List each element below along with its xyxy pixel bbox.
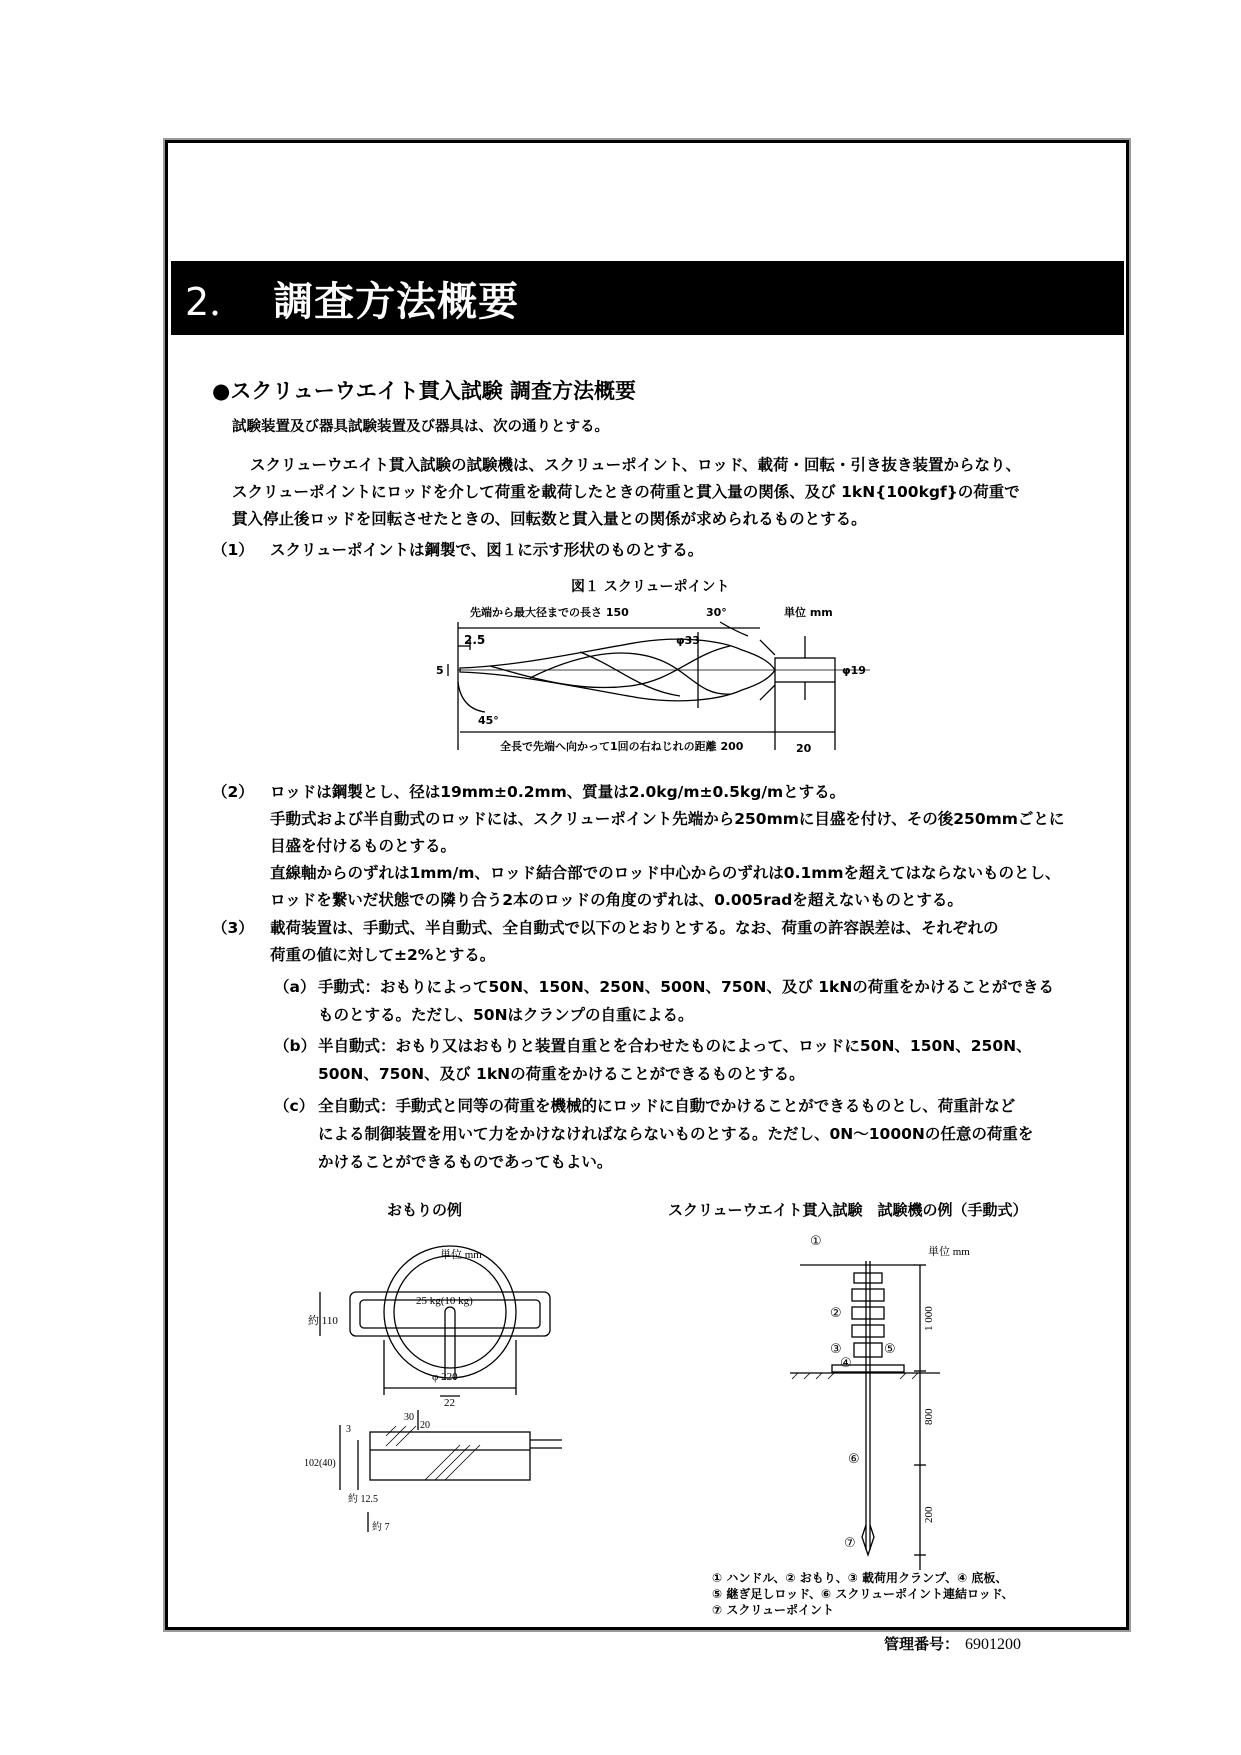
sub-c-line-3: かけることができるものであってもよい。 (318, 1153, 613, 1171)
sub-c-line-2: による制御装置を用いて力をかけなければならないものとする。ただし、0N～1000Nの任意の荷重を (318, 1125, 1034, 1143)
fig1-rod-dia: φ19 (842, 664, 866, 677)
weight-slot: 22 (444, 1397, 455, 1409)
weight-unit: 単位 mm (440, 1249, 482, 1261)
weight-thickness: 102(40) (304, 1458, 336, 1469)
fig1-angle-top: 30° (706, 606, 727, 619)
management-value: 6901200 (965, 1636, 1022, 1653)
fig1-unit: 単位 mm (784, 606, 833, 619)
machine-legend-line-1: ① ハンドル、② おもり、③ 載荷用クランプ、④ 底板、 (712, 1571, 1008, 1585)
machine-dim-200: 200 (923, 1506, 935, 1523)
machine-figure-caption: スクリューウエイト貫入試験 試験機の例（手動式） (668, 1201, 1028, 1219)
sub-a-line-2: ものとする。ただし、50Nはクランプの自重による。 (318, 1006, 694, 1024)
management-number (884, 1637, 1021, 1653)
item-3-line-1: 載荷装置は、手動式、半自動式、全自動式で以下のとおりとする。なお、荷重の許容誤差は、それぞれの (270, 919, 999, 937)
sub-b-label: （b） (274, 1037, 317, 1055)
fig1-tip-len: 2.5 (464, 633, 486, 647)
sub-a-line-1: 手動式：おもりによって50N、150N、250N、500N、750N、及び 1kNの荷重をかけることができる (318, 978, 1054, 996)
item-3-label: （3） (212, 919, 254, 937)
item-2-line-4: 直線軸からのずれは1mm/m、ロッド結合部でのロッド中心からのずれは0.1mmを超えてはならないものとし、 (270, 864, 1061, 882)
item-1-line: スクリューポイントは鋼製で、図１に示す形状のものとする。 (270, 541, 704, 559)
item-1-label: （1） (212, 541, 254, 559)
marker-5: ⑤ (884, 1342, 896, 1357)
chapter-title: 調査方法概要 (273, 278, 520, 325)
weight-height: 約 110 (308, 1315, 338, 1327)
paragraph-line-1: スクリューウエイト貫入試験の試験機は、スクリューポイント、ロッド、載荷・回転・引き抜き装置からなり、 (250, 456, 1021, 474)
item-2-line-2: 手動式および半自動式のロッドには、スクリューポイント先端から250mmに目盛を付け、その後250mmごとに (270, 810, 1065, 828)
intro-line: 試験装置及び器具試験装置及び器具は、次の通りとする。 (232, 419, 609, 435)
marker-6: ⑥ (848, 1452, 860, 1467)
weight-mass: 25 kg(10 kg) (416, 1295, 473, 1307)
weight-figure (300, 1240, 600, 1540)
item-2-line-3: 目盛を付けるものとする。 (270, 837, 457, 855)
chapter-title-bar (171, 261, 1124, 335)
weight-d30: 30 (404, 1412, 414, 1423)
sub-b-line-2: 500N、750N、及び 1kNの荷重をかけることができるものとする。 (318, 1065, 805, 1083)
sub-b-line-1: 半自動式：おもり又はおもりと装置自重とを合わせたものによって、ロッドに50N、150N、250N、 (318, 1037, 1032, 1055)
weight-d3: 3 (346, 1424, 351, 1435)
fig1-end-len: 20 (796, 742, 812, 755)
weight-d20: 20 (420, 1420, 430, 1431)
sub-a-label: （a） (274, 978, 316, 996)
section-heading: ●スクリューウエイト貫入試験 調査方法概要 (212, 379, 637, 403)
sub-c-label: （c） (274, 1097, 315, 1115)
weight-d12: 約 12.5 (348, 1494, 378, 1505)
weight-diameter: φ 220 (432, 1371, 458, 1383)
fig1-twist-label: 全長で先端へ向かって1回の右ねじれの距離 200 (500, 740, 744, 753)
machine-unit: 単位 mm (928, 1246, 970, 1258)
management-label: 管理番号： (884, 1635, 960, 1653)
screw-point-figure (430, 600, 910, 765)
marker-7: ⑦ (844, 1536, 856, 1551)
chapter-number: 2． (185, 279, 248, 324)
marker-3: ③ (830, 1342, 842, 1357)
marker-2: ② (830, 1306, 842, 1321)
machine-legend-line-2: ⑤ 継ぎ足しロッド、⑥ スクリューポイント連結ロッド、 (712, 1587, 1014, 1601)
marker-4: ④ (840, 1356, 852, 1371)
fig1-angle-bottom: 45° (478, 714, 499, 727)
test-machine-figure (780, 1225, 1020, 1570)
machine-dim-800: 800 (923, 1408, 935, 1425)
marker-1: ① (810, 1234, 822, 1249)
weight-d7: 約 7 (372, 1522, 390, 1533)
machine-legend-line-3: ⑦ スクリューポイント (712, 1603, 834, 1617)
figure1-caption: 図１ スクリューポイント (571, 579, 730, 595)
machine-dim-1000: 1 000 (923, 1306, 935, 1331)
fig1-tip-dia: 5 (436, 664, 444, 677)
item-2-line-1: ロッドは鋼製とし、径は19mm±0.2mm、質量は2.0kg/m±0.5kg/mとする。 (270, 783, 846, 801)
item-2-label: （2） (212, 783, 254, 801)
weight-figure-caption: おもりの例 (387, 1201, 463, 1219)
fig1-length-label: 先端から最大径までの長さ 150 (470, 606, 629, 619)
sub-c-line-1: 全自動式：手動式と同等の荷重を機械的にロッドに自動でかけることができるものとし、荷重計など (318, 1097, 1016, 1115)
paragraph-line-3: 貫入停止後ロッドを回転させたときの、回転数と貫入量との関係が求められるものとする。 (232, 510, 867, 528)
fig1-max-dia: φ33 (676, 634, 700, 647)
item-3-line-2: 荷重の値に対して±2%とする。 (270, 946, 496, 964)
item-2-line-5: ロッドを繋いだ状態での隣り合う2本のロッドの角度のずれは、0.005radを超えないものとする。 (270, 891, 963, 909)
paragraph-line-2: スクリューポイントにロッドを介して荷重を載荷したときの荷重と貫入量の関係、及び 1kN{100kgf}の荷重で (232, 483, 1020, 501)
